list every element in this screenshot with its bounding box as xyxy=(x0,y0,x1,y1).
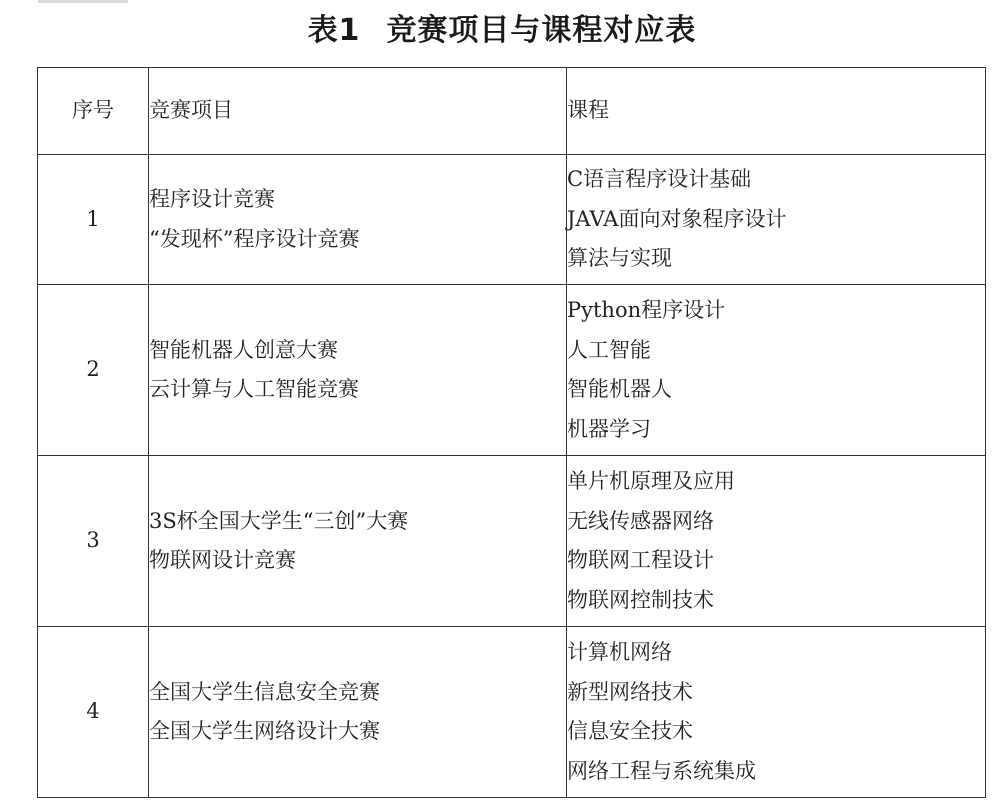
row-competitions xyxy=(149,155,567,285)
course-item: C语言程序设计基础 xyxy=(567,167,752,192)
table-number: 表1 xyxy=(307,13,361,48)
competition-item: 3S杯全国大学生“三创”大赛 xyxy=(149,508,409,533)
row-courses xyxy=(567,456,986,627)
course-item: 物联网工程设计 xyxy=(567,548,714,572)
table-title: 竞赛项目与课程对应表 xyxy=(386,13,697,48)
course-item: 算法与实现 xyxy=(567,246,672,271)
course-item: 物联网控制技术 xyxy=(567,587,714,612)
row-competitions xyxy=(149,456,567,627)
table-row xyxy=(38,627,986,798)
course-item: 新型网络技术 xyxy=(567,679,693,704)
table-row xyxy=(38,456,986,627)
header-seq: 序号 xyxy=(38,68,149,155)
competition-item: 全国大学生网络设计大赛 xyxy=(149,719,380,743)
row-seq: 4 xyxy=(38,627,149,798)
table-caption xyxy=(0,8,1004,54)
row-competitions xyxy=(149,285,567,456)
table-row xyxy=(38,155,986,285)
competition-item: 云计算与人工智能竞赛 xyxy=(149,377,359,401)
header-course: 课程 xyxy=(567,68,986,155)
course-item: JAVA面向对象程序设计 xyxy=(567,206,787,231)
row-seq: 3 xyxy=(38,456,149,627)
competition-item: 程序设计竞赛 xyxy=(149,187,275,211)
course-item: 机器学习 xyxy=(567,416,651,441)
competition-item: 智能机器人创意大赛 xyxy=(149,337,338,362)
course-item: 无线传感器网络 xyxy=(567,508,714,533)
row-courses xyxy=(567,627,986,798)
course-item: 单片机原理及应用 xyxy=(567,469,735,493)
row-courses xyxy=(567,155,986,285)
course-item: 网络工程与系统集成 xyxy=(567,758,756,783)
table-row xyxy=(38,285,986,456)
competition-item: 物联网设计竞赛 xyxy=(149,548,296,572)
course-item: 人工智能 xyxy=(567,337,651,362)
course-item: 计算机网络 xyxy=(567,640,672,664)
top-edge-mark xyxy=(38,0,128,3)
competition-item: 全国大学生信息安全竞赛 xyxy=(149,679,380,704)
course-item: 智能机器人 xyxy=(567,377,672,401)
course-item: Python程序设计 xyxy=(567,298,726,322)
row-seq: 1 xyxy=(38,155,149,285)
header-competition: 竞赛项目 xyxy=(149,68,567,155)
table-header-row xyxy=(38,68,986,155)
row-courses xyxy=(567,285,986,456)
row-competitions xyxy=(149,627,567,798)
row-seq: 2 xyxy=(38,285,149,456)
course-item: 信息安全技术 xyxy=(567,719,693,743)
competition-course-table xyxy=(37,67,986,798)
competition-item: “发现杯”程序设计竞赛 xyxy=(149,226,360,251)
